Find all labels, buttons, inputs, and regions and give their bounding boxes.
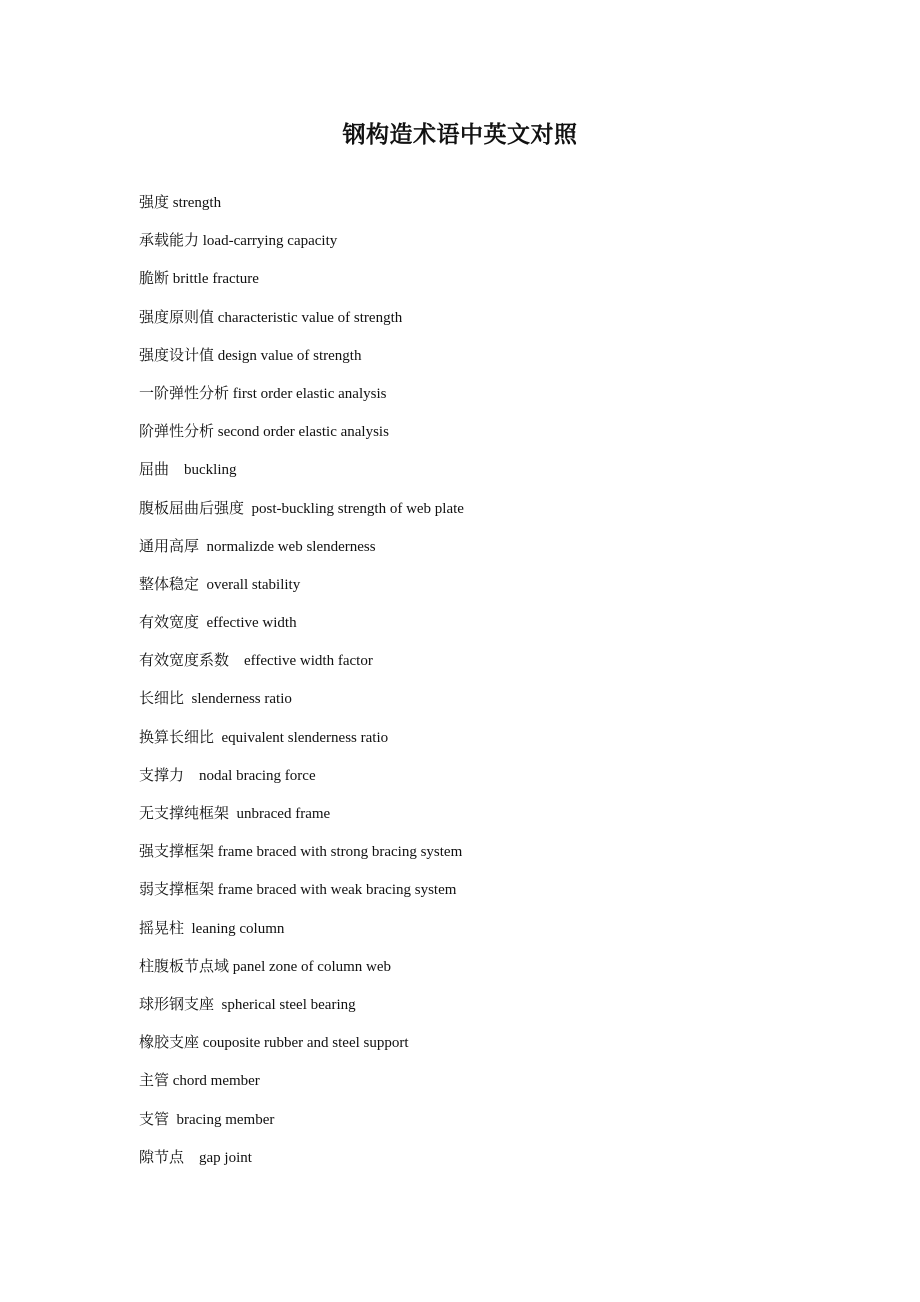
term-entry: 强支撑框架 frame braced with strong bracing system — [139, 844, 463, 861]
term-entry: 支管 bracing member — [139, 1111, 275, 1128]
term-entry: 主管 chord member — [139, 1073, 260, 1090]
term-entry: 有效宽度系数 effective width factor — [139, 653, 373, 670]
term-list — [139, 190, 464, 1183]
term-entry: 换算长细比 equivalent slenderness ratio — [139, 729, 389, 746]
term-entry: 阶弹性分析 second order elastic analysis — [139, 424, 389, 441]
term-entry: 球形钢支座 spherical steel bearing — [139, 996, 356, 1013]
term-entry: 整体稳定 overall stability — [139, 576, 301, 593]
term-entry: 柱腹板节点域 panel zone of column web — [139, 958, 392, 975]
term-entry: 一阶弹性分析 first order elastic analysis — [139, 385, 387, 402]
term-entry: 橡胶支座 couposite rubber and steel support — [139, 1035, 409, 1052]
term-entry: 通用高厚 normalizde web slenderness — [139, 538, 376, 555]
term-entry: 腹板屈曲后强度 post-buckling strength of web plate — [139, 500, 464, 517]
term-entry: 摇晃柱 leaning column — [139, 920, 285, 937]
term-entry: 承载能力 load-carrying capacity — [139, 233, 338, 250]
term-entry: 强度原则值 characteristic value of strength — [139, 309, 403, 326]
term-entry: 支撑力 nodal bracing force — [139, 767, 316, 784]
term-entry: 无支撑纯框架 unbraced frame — [139, 806, 331, 822]
term-entry: 隙节点 gap joint — [139, 1149, 252, 1166]
term-entry: 强度 strength — [139, 195, 222, 211]
term-entry: 弱支撑框架 frame braced with weak bracing system — [139, 882, 457, 899]
term-entry: 脆断 brittle fracture — [139, 271, 259, 288]
document-title: 钢构造术语中英文对照 — [342, 122, 578, 147]
term-entry: 屈曲 buckling — [139, 462, 237, 479]
term-entry: 有效宽度 effective width — [139, 615, 297, 632]
term-entry: 强度设计值 design value of strength — [139, 347, 362, 364]
term-entry: 长细比 slenderness ratio — [139, 691, 292, 708]
